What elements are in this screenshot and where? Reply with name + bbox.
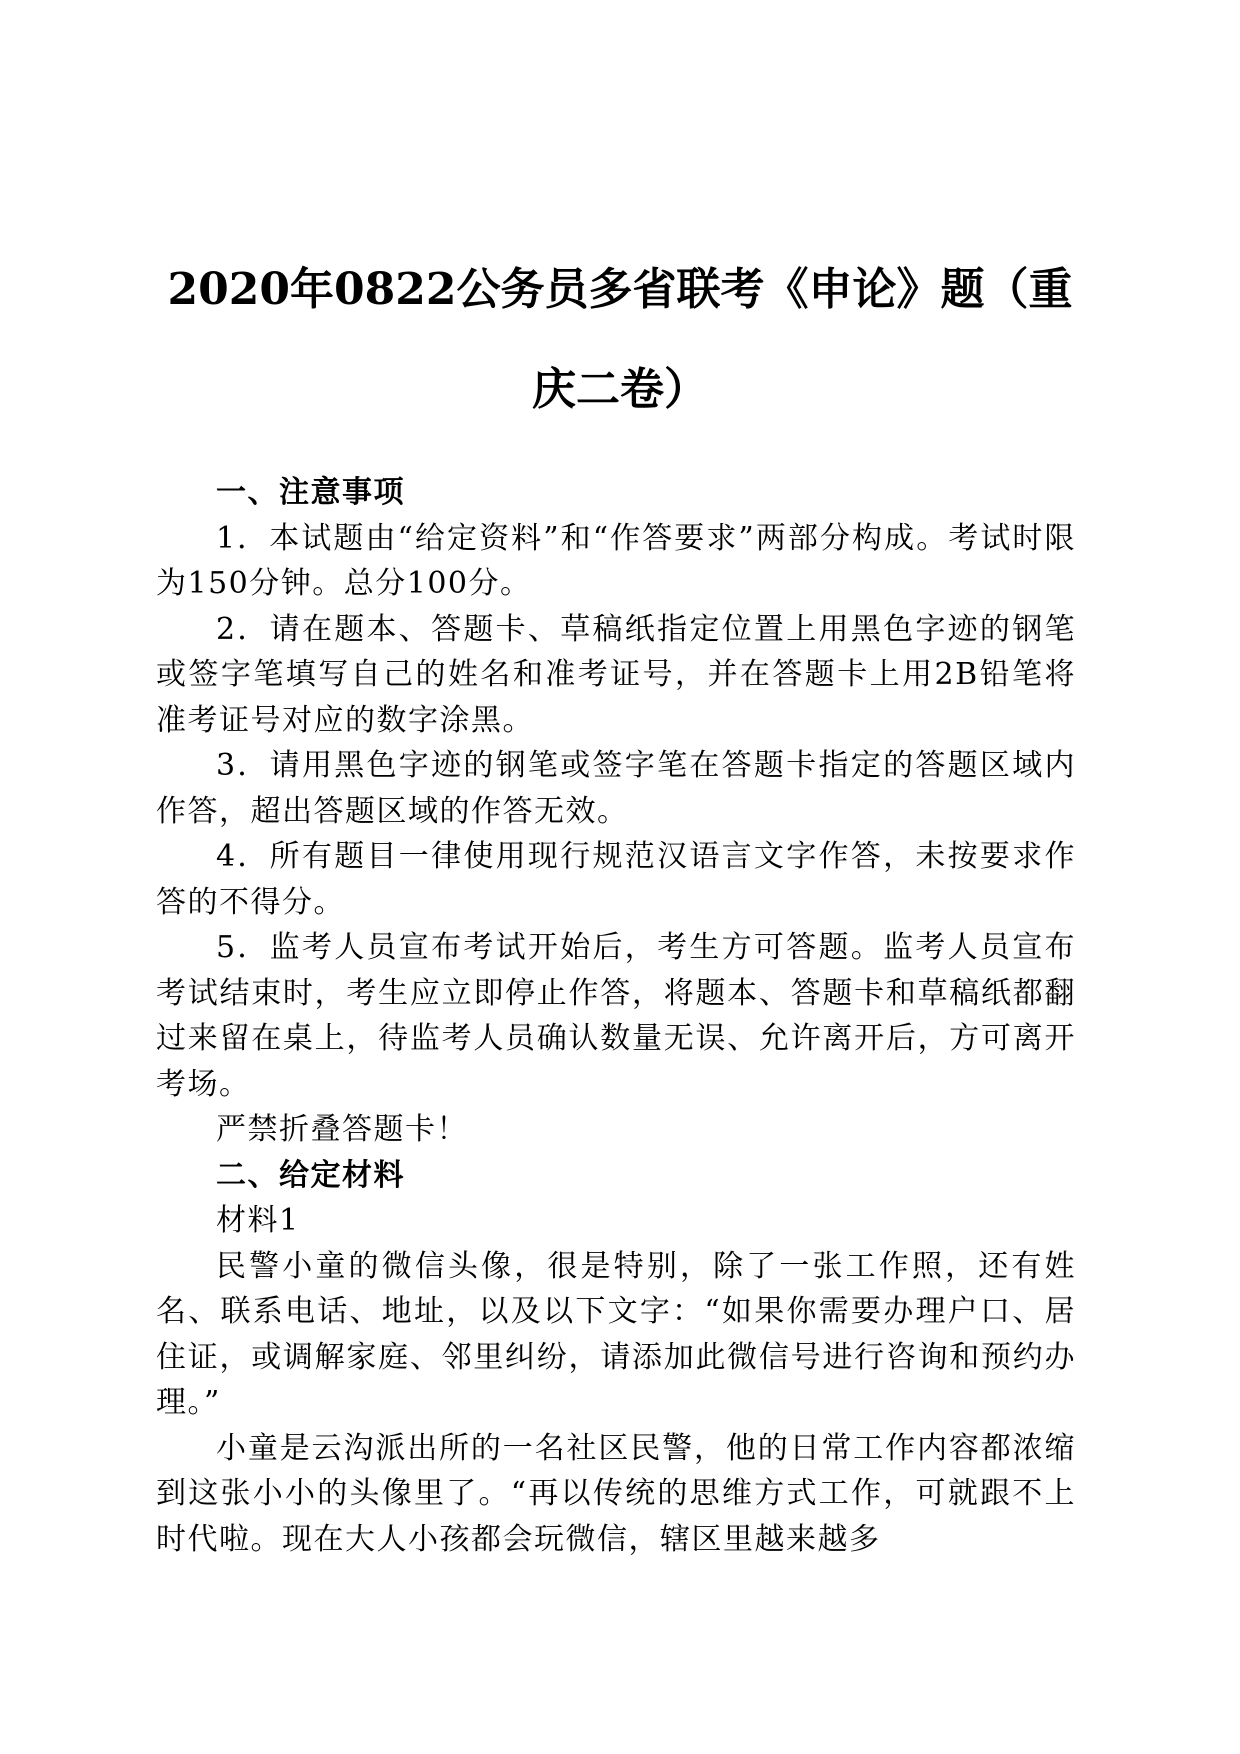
- title-line-1: 2020年0822公务员多省联考《申论》题（重: [167, 264, 1073, 315]
- notice-item-2: 2．请在题本、答题卡、草稿纸指定位置上用黑色字迹的钢笔或签字笔填写自己的姓名和准考证号，并在答题卡上用2B铅笔将准考证号对应的数字涂黑。: [156, 611, 1076, 738]
- section-heading-materials: 二、给定材料: [216, 1157, 405, 1193]
- notice-item-5: 5．监考人员宣布考试开始后，考生方可答题。监考人员宣布考试结束时，考生应立即停止作答，将题本、答题卡和草稿纸都翻过来留在桌上，待监考人员确认数量无误、允许离开后，方可离开考场。: [156, 930, 1076, 1102]
- section-heading-notes: 一、注意事项: [216, 475, 405, 510]
- document-body: [156, 470, 1076, 1562]
- page-title: [140, 240, 1100, 440]
- material-paragraph-1: 民警小童的微信头像，很是特别，除了一张工作照，还有姓名、联系电话、地址，以及以下文字：“如果你需要办理户口、居住证，或调解家庭、邻里纠纷，请添加此微信号进行咨询和预约办理。”: [156, 1248, 1076, 1420]
- material-label: 材料1: [216, 1203, 300, 1238]
- notice-item-3: 3．请用黑色字迹的钢笔或签字笔在答题卡指定的答题区域内作答，超出答题区域的作答无效。: [156, 748, 1076, 829]
- title-line-2: 庆二卷）: [532, 364, 708, 415]
- notice-item-1: 1．本试题由“给定资料”和“作答要求”两部分构成。考试时限为150分钟。总分100分。: [156, 520, 1076, 601]
- material-paragraph-2: 小童是云沟派出所的一名社区民警，他的日常工作内容都浓缩到这张小小的头像里了。“再以传统的思维方式工作，可就跟不上时代啦。现在大人小孩都会玩微信，辖区里越来越多: [156, 1430, 1076, 1557]
- answer-sheet-warning: 严禁折叠答题卡！: [216, 1112, 468, 1147]
- notice-item-4: 4．所有题目一律使用现行规范汉语言文字作答，未按要求作答的不得分。: [156, 839, 1076, 920]
